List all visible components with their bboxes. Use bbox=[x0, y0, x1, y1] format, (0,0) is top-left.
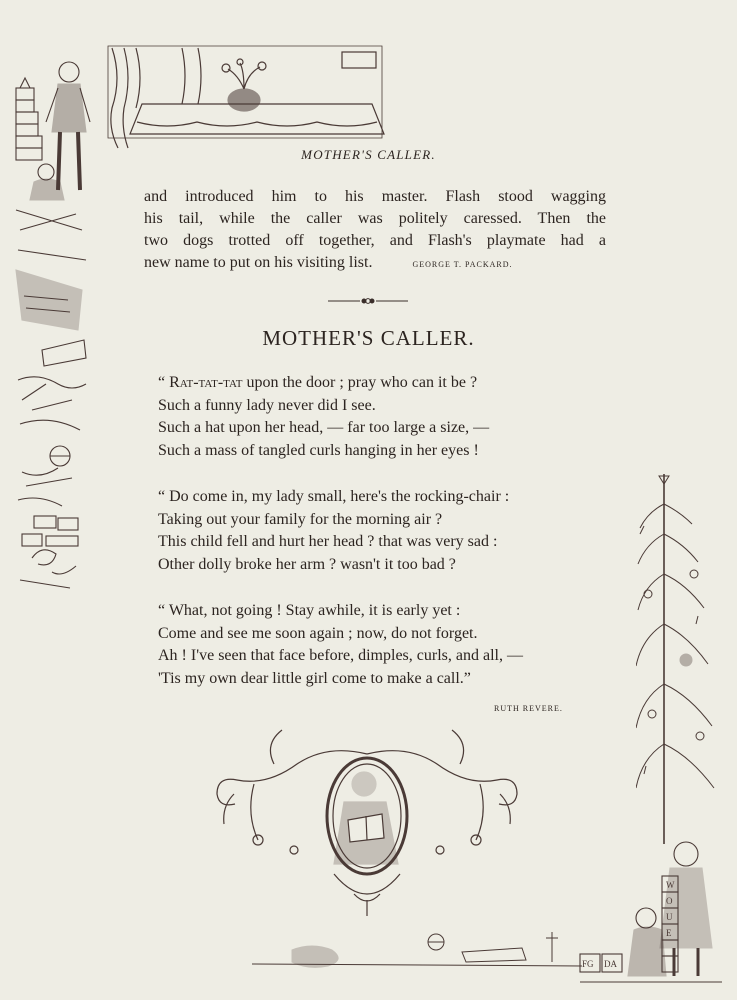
poem-line: Other dolly broke her arm ? wasn't it too bad ? bbox=[158, 555, 456, 573]
poem-stanza bbox=[158, 486, 509, 576]
block-letter: O bbox=[666, 896, 673, 906]
divider-ornament-icon bbox=[328, 295, 408, 307]
poem-line-rest: upon the door ; pray who can it be ? bbox=[242, 374, 478, 391]
prose-line-last bbox=[144, 252, 606, 276]
block-letter: E bbox=[666, 928, 672, 938]
right-border-illustration bbox=[636, 474, 720, 854]
block-letter: U bbox=[666, 912, 673, 922]
poem-line: “ What, not going ! Stay awhile, it is early yet : bbox=[158, 602, 461, 619]
floor-toys-icon bbox=[252, 928, 582, 978]
running-head: MOTHER'S CALLER. bbox=[301, 147, 436, 162]
poem-line: This child fell and hurt her head ? that was very sad : bbox=[158, 533, 498, 550]
poem-line: Come and see me soon again ; now, do not forget. bbox=[158, 624, 478, 642]
poem-line: Such a mass of tangled curls hanging in her eyes ! bbox=[158, 441, 479, 459]
poem-author: RUTH REVERE. bbox=[494, 704, 563, 713]
poem-line: “ Do come in, my lady small, here's the rocking-chair : bbox=[158, 488, 510, 505]
block-letter: FG bbox=[582, 959, 594, 969]
block-letter: W bbox=[666, 880, 675, 890]
poem-stanza bbox=[158, 600, 523, 690]
prose-line: and introduced him to his master. Flash stood wagging bbox=[144, 188, 606, 205]
center-vignette bbox=[214, 724, 520, 916]
girl-reading-icon bbox=[214, 724, 520, 916]
toys-border-icon bbox=[12, 200, 90, 592]
christmas-tree-icon bbox=[636, 474, 720, 854]
poem-line: 'Tis my own dear little girl come to make a call.” bbox=[158, 669, 471, 687]
prose-line: two dogs trotted off together, and Flash's playmate had a bbox=[144, 232, 606, 249]
prose-line-text: new name to put on his visiting list. bbox=[144, 254, 373, 271]
top-left-illustration bbox=[12, 42, 390, 202]
prose-author: GEORGE T. PACKARD. bbox=[412, 260, 513, 269]
bottom-toys-illustration bbox=[252, 928, 582, 978]
poem-line: Such a hat upon her head, — far too large a size, — bbox=[158, 419, 490, 436]
left-border-illustration bbox=[12, 200, 90, 592]
ornamental-divider bbox=[328, 294, 408, 306]
opening-quote: “ bbox=[158, 374, 170, 391]
poem-line: Such a funny lady never did I see. bbox=[158, 396, 376, 414]
opening-smallcaps: Rat-tat-tat bbox=[169, 374, 243, 391]
poem-line bbox=[158, 372, 489, 395]
prose-line: his tail, while the caller was politely caressed. Then the bbox=[144, 210, 606, 227]
poem-stanza bbox=[158, 372, 489, 462]
prose-paragraph bbox=[144, 186, 606, 276]
children-with-blocks-icon bbox=[578, 836, 724, 988]
boy-with-blocks-icon bbox=[12, 42, 390, 202]
bottom-right-illustration bbox=[578, 836, 724, 988]
block-letter: DA bbox=[604, 959, 617, 969]
poem-line: Taking out your family for the morning air ? bbox=[158, 510, 443, 528]
poem-line: Ah ! I've seen that face before, dimples, curls, and all, — bbox=[158, 647, 523, 664]
poem-title: MOTHER'S CALLER. bbox=[262, 326, 475, 350]
